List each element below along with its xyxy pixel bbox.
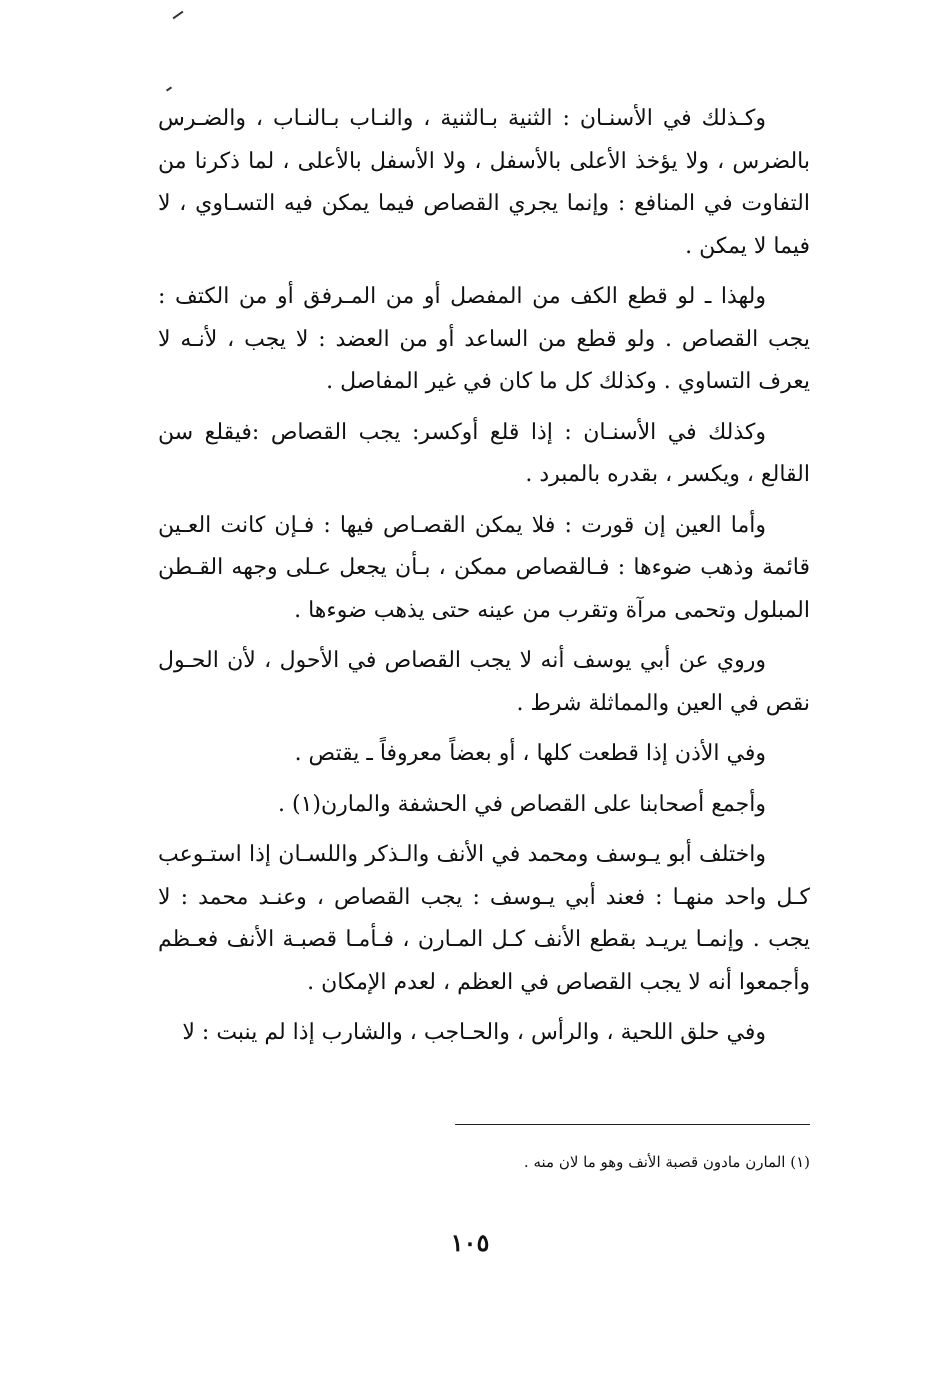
page-number: ١٠٥ — [450, 1228, 490, 1257]
paragraph: وفي الأذن إذا قطعت كلها ، أو بعضاً معروفاً ـ يقتص . — [294, 741, 766, 766]
scan-speck — [166, 86, 172, 91]
paragraph: وكذلك في الأسنـان : إذا قلع أوكسر: يجب القصاص :فيقلع سن القالع ، ويكسر ، بقدره بالمبرد . — [158, 419, 810, 487]
paragraph: ولهذا ـ لو قطع الكف من المفصل أو من المـرفق أو من الكتف : يجب القصاص . ولو قطع من الساعد أو من العضد : لا يجب ، لأنـه لا يعرف التساوي . وكذلك كل ما كان في غير المفاصل . — [158, 284, 810, 394]
paragraph: وفي حلق اللحية ، والرأس ، والحـاجب ، والشارب إذا لم ينبت : لا — [182, 1020, 766, 1045]
footnote: (١) المارن مادون قصبة الأنف وهو ما لان منه . — [523, 1153, 810, 1171]
paragraph: واختلف أبو يـوسف ومحمد في الأنف والـذكر واللسـان إذا استـوعب كـل واحد منهـا : فعند أبي يـوسف : يجب القصاص ، وعنـد محمد : لا يجب . وإنمـا يريـد بقطع الأنف كـل المـارن ، فـأمـا قصبـة الأنف فعـظم وأجمعوا أنه لا يجب القصاص في العظم ، لعدم الإمكان . — [158, 842, 810, 995]
footnote-divider — [455, 1124, 810, 1125]
paragraph: وأجمع أصحابنا على القصاص في الحشفة والمارن(١) . — [277, 791, 766, 817]
body-text — [158, 98, 810, 1063]
paragraph: وأما العين إن قورت : فلا يمكن القصـاص فيها : فـإن كانت العـين قائمة وذهب ضوءها : فـالقصاص ممكن ، بـأن يجعل عـلى وجهه القـطن المبلول وتحمى مرآة وتقرب من عينه حتى يذهب ضوءها . — [158, 512, 810, 623]
paragraph: وكـذلك في الأسنـان : الثنية بـالثنية ، والنـاب بـالنـاب ، والضـرس بالضرس ، ولا يؤخذ الأعلى بالأسفل ، ولا الأسفل بالأعلى ، لما ذكرنا من التفاوت في المنافع : وإنما يجري القصاص فيما يمكن فيه التسـاوي ، لا فيما لا يمكن . — [158, 106, 810, 259]
scan-speck — [173, 11, 184, 20]
paragraph: وروي عن أبي يوسف أنه لا يجب القصاص في الأحول ، لأن الحـول نقص في العين والمماثلة شرط . — [158, 648, 810, 716]
